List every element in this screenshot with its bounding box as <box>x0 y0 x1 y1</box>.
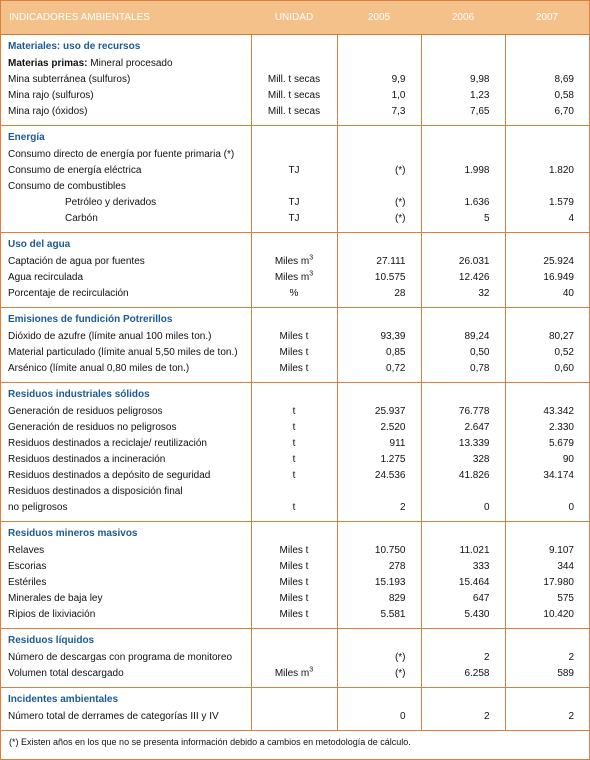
unit-text: TJ <box>288 213 300 224</box>
table-row <box>1 420 589 436</box>
table-row <box>1 163 589 179</box>
unit-text: TJ <box>288 165 300 176</box>
value-2007: 0 <box>505 500 589 516</box>
row-label-text: Porcentaje de recirculación <box>8 288 129 299</box>
environmental-indicators-table <box>1 1 589 753</box>
row-label-text: Residuos destinados a reciclaje/ reutilización <box>8 438 207 449</box>
empty-cell <box>421 308 505 330</box>
value-2006: 89,24 <box>421 329 505 345</box>
value-2005 <box>337 147 421 163</box>
row-label-text: Mina rajo (óxidos) <box>8 106 88 117</box>
value-2005: 0,72 <box>337 361 421 377</box>
empty-cell <box>337 383 421 405</box>
section-title: Uso del agua <box>8 239 71 250</box>
row-label-text: Dióxido de azufre (límite anual 100 miles ton.) <box>8 331 212 342</box>
empty-cell <box>337 688 421 710</box>
row-label-text: no peligrosos <box>8 502 68 513</box>
value-2005 <box>337 484 421 500</box>
unit-cell <box>251 607 337 623</box>
value-2007: 1.820 <box>505 163 589 179</box>
unit-text: % <box>289 288 299 299</box>
row-label-text: Mina subterránea (sulfuros) <box>8 74 131 85</box>
value-2005: 5.581 <box>337 607 421 623</box>
row-label-text: Número total de derrames de categorías III y IV <box>8 711 219 722</box>
value-2007 <box>505 179 589 195</box>
value-2005: 28 <box>337 286 421 302</box>
value-2005: 27.111 <box>337 254 421 270</box>
table-row <box>1 72 589 88</box>
table-body <box>1 35 589 731</box>
row-label-text: Minerales de baja ley <box>8 593 103 604</box>
empty-cell <box>251 688 337 710</box>
row-label <box>1 345 251 361</box>
row-label <box>1 286 251 302</box>
unit-cell <box>251 436 337 452</box>
unit-cell <box>251 195 337 211</box>
section-header <box>1 522 589 544</box>
value-2006: 12.426 <box>421 270 505 286</box>
value-2006: 26.031 <box>421 254 505 270</box>
value-2007: 34.174 <box>505 468 589 484</box>
value-2006: 2 <box>421 709 505 725</box>
table-row <box>1 500 589 516</box>
empty-cell <box>505 629 589 651</box>
unit-cell <box>251 484 337 500</box>
empty-cell <box>421 383 505 405</box>
row-label <box>1 147 251 163</box>
row-label <box>1 56 251 72</box>
value-2006: 1.998 <box>421 163 505 179</box>
unit-cell <box>251 650 337 666</box>
empty-cell <box>505 233 589 255</box>
unit-cell <box>251 709 337 725</box>
value-2006: 333 <box>421 559 505 575</box>
value-2007: 17.980 <box>505 575 589 591</box>
unit-text: TJ <box>288 197 300 208</box>
row-label <box>1 500 251 516</box>
value-2006: 2.647 <box>421 420 505 436</box>
value-2005: 0 <box>337 709 421 725</box>
row-label <box>1 88 251 104</box>
table-row <box>1 452 589 468</box>
row-label-text: Residuos destinados a depósito de seguridad <box>8 470 211 481</box>
unit-text: Miles t <box>279 593 309 604</box>
row-label-text: Volumen total descargado <box>8 668 124 679</box>
value-2005: 25.937 <box>337 404 421 420</box>
value-2005 <box>337 56 421 72</box>
unit-text: t <box>292 454 296 465</box>
table-row <box>1 88 589 104</box>
row-label-text: Petróleo y derivados <box>65 197 157 208</box>
empty-cell <box>337 233 421 255</box>
value-2005: 2.520 <box>337 420 421 436</box>
unit-cell <box>251 211 337 227</box>
value-2007: 575 <box>505 591 589 607</box>
row-label-text: Ripios de lixiviación <box>8 609 96 620</box>
header-year-2006: 2006 <box>421 1 505 35</box>
row-label-text: Número de descargas con programa de monitoreo <box>8 652 233 663</box>
section-header <box>1 383 589 405</box>
table-row <box>1 104 589 120</box>
row-label-text: Residuos destinados a incineración <box>8 454 166 465</box>
row-label-text: Agua recirculada <box>8 272 84 283</box>
empty-cell <box>251 383 337 405</box>
row-label <box>1 559 251 575</box>
row-label <box>1 270 251 286</box>
empty-cell <box>421 522 505 544</box>
row-label <box>1 361 251 377</box>
unit-text: Miles t <box>279 577 309 588</box>
row-label-text: Material particulado (límite anual 5,50 miles de ton.) <box>8 347 238 358</box>
value-2007 <box>505 56 589 72</box>
section-title: Incidentes ambientales <box>8 694 119 705</box>
empty-cell <box>251 233 337 255</box>
table-row <box>1 709 589 725</box>
unit-text: t <box>292 422 296 433</box>
unit-cell <box>251 254 337 270</box>
table-row <box>1 270 589 286</box>
table-row <box>1 468 589 484</box>
table-row <box>1 329 589 345</box>
row-label <box>1 211 251 227</box>
unit-cell <box>251 270 337 286</box>
row-label-text: Escorias <box>8 561 47 572</box>
table-row <box>1 345 589 361</box>
unit-cell <box>251 404 337 420</box>
row-label <box>1 72 251 88</box>
row-label <box>1 452 251 468</box>
unit-text: Mill. t secas <box>267 90 321 101</box>
section-header <box>1 126 589 148</box>
value-2005: 1.275 <box>337 452 421 468</box>
row-label <box>1 329 251 345</box>
unit-cell <box>251 88 337 104</box>
empty-cell <box>251 629 337 651</box>
table-row <box>1 436 589 452</box>
unit-text: Mill. t secas <box>267 74 321 85</box>
row-label <box>1 709 251 725</box>
unit-cell <box>251 420 337 436</box>
value-2005: 9,9 <box>337 72 421 88</box>
value-2006: 328 <box>421 452 505 468</box>
value-2007: 43.342 <box>505 404 589 420</box>
unit-cell <box>251 286 337 302</box>
value-2005: 93,39 <box>337 329 421 345</box>
table-row <box>1 650 589 666</box>
table-row <box>1 591 589 607</box>
value-2007: 5.679 <box>505 436 589 452</box>
value-2006: 1.636 <box>421 195 505 211</box>
table-row <box>1 484 589 500</box>
row-label-text: Relaves <box>8 545 45 556</box>
value-2005: 2 <box>337 500 421 516</box>
row-label <box>1 650 251 666</box>
empty-cell <box>337 35 421 57</box>
row-label-text: Consumo directo de energía por fuente primaria (*) <box>8 149 235 160</box>
unit-cell <box>251 468 337 484</box>
row-label <box>1 254 251 270</box>
unit-text: t <box>292 438 296 449</box>
empty-cell <box>251 522 337 544</box>
value-2007: 0,52 <box>505 345 589 361</box>
value-2006 <box>421 484 505 500</box>
value-2005: 7,3 <box>337 104 421 120</box>
row-label-text: Generación de residuos no peligrosos <box>8 422 177 433</box>
value-2007: 2 <box>505 709 589 725</box>
value-2007: 10.420 <box>505 607 589 623</box>
row-label-text: Consumo de energía eléctrica <box>8 165 142 176</box>
row-label <box>1 468 251 484</box>
value-2007: 6,70 <box>505 104 589 120</box>
unit-cell <box>251 104 337 120</box>
row-label-text: Carbón <box>65 213 98 224</box>
value-2005: (*) <box>337 195 421 211</box>
value-2007 <box>505 484 589 500</box>
empty-cell <box>421 35 505 57</box>
empty-cell <box>337 126 421 148</box>
section-title: Emisiones de fundición Potrerillos <box>8 314 173 325</box>
row-label-text: Residuos destinados a disposición final <box>8 486 183 497</box>
value-2007: 40 <box>505 286 589 302</box>
unit-cell <box>251 179 337 195</box>
header-year-2005: 2005 <box>337 1 421 35</box>
unit-cell <box>251 452 337 468</box>
table-row <box>1 195 589 211</box>
unit-cell <box>251 361 337 377</box>
table-header-row <box>1 1 589 35</box>
value-2006: 0 <box>421 500 505 516</box>
value-2006: 76.778 <box>421 404 505 420</box>
table-row <box>1 404 589 420</box>
unit-cell <box>251 147 337 163</box>
value-2007: 2.330 <box>505 420 589 436</box>
value-2006: 5 <box>421 211 505 227</box>
unit-text: t <box>292 406 296 417</box>
table-row <box>1 147 589 163</box>
unit-cell <box>251 56 337 72</box>
row-label <box>1 420 251 436</box>
row-label-text: Estériles <box>8 577 47 588</box>
value-2005: 278 <box>337 559 421 575</box>
row-label <box>1 195 251 211</box>
value-2007: 1.579 <box>505 195 589 211</box>
empty-cell <box>251 308 337 330</box>
value-2007: 8,69 <box>505 72 589 88</box>
unit-cell <box>251 72 337 88</box>
section-title: Residuos líquidos <box>8 635 95 646</box>
unit-text: Miles t <box>279 545 309 556</box>
table-row <box>1 543 589 559</box>
empty-cell <box>505 35 589 57</box>
section-header <box>1 233 589 255</box>
unit-text: Miles t <box>279 347 309 358</box>
value-2005: 15.193 <box>337 575 421 591</box>
value-2007: 0,60 <box>505 361 589 377</box>
row-label-text: Generación de residuos peligrosos <box>8 406 163 417</box>
value-2005: (*) <box>337 211 421 227</box>
value-2006 <box>421 179 505 195</box>
value-2007 <box>505 147 589 163</box>
unit-cell <box>251 575 337 591</box>
unit-superscript: 3 <box>309 254 314 262</box>
table-row <box>1 56 589 72</box>
row-label <box>1 179 251 195</box>
unit-cell <box>251 559 337 575</box>
empty-cell <box>337 522 421 544</box>
table-row <box>1 666 589 682</box>
empty-cell <box>251 35 337 57</box>
value-2005: (*) <box>337 650 421 666</box>
empty-cell <box>421 629 505 651</box>
unit-text: t <box>292 502 296 513</box>
unit-text: t <box>292 470 296 481</box>
value-2005: 1,0 <box>337 88 421 104</box>
table-row <box>1 559 589 575</box>
header-indicator: INDICADORES AMBIENTALES <box>1 1 251 35</box>
row-label-text: Consumo de combustibles <box>8 181 126 192</box>
row-label <box>1 104 251 120</box>
table-row <box>1 211 589 227</box>
row-label <box>1 163 251 179</box>
unit-cell <box>251 543 337 559</box>
empty-cell <box>251 126 337 148</box>
value-2006: 13.339 <box>421 436 505 452</box>
footnote-row <box>1 731 589 754</box>
row-label <box>1 543 251 559</box>
value-2007: 589 <box>505 666 589 682</box>
empty-cell <box>421 126 505 148</box>
value-2006: 0,50 <box>421 345 505 361</box>
value-2007: 344 <box>505 559 589 575</box>
section-title: Energía <box>8 132 45 143</box>
value-2005: 10.575 <box>337 270 421 286</box>
value-2006: 41.826 <box>421 468 505 484</box>
header-year-2007: 2007 <box>505 1 589 35</box>
section-title: Residuos industriales sólidos <box>8 389 150 400</box>
row-label <box>1 607 251 623</box>
unit-cell <box>251 345 337 361</box>
value-2006: 32 <box>421 286 505 302</box>
empty-cell <box>505 383 589 405</box>
row-label-text: Mina rajo (sulfuros) <box>8 90 94 101</box>
value-2005: 24.536 <box>337 468 421 484</box>
section-title: Materiales: uso de recursos <box>8 41 141 52</box>
empty-cell <box>505 688 589 710</box>
unit-cell <box>251 591 337 607</box>
unit-cell <box>251 666 337 682</box>
value-2006: 2 <box>421 650 505 666</box>
value-2007: 16.949 <box>505 270 589 286</box>
value-2005: (*) <box>337 666 421 682</box>
row-label <box>1 404 251 420</box>
section-title: Residuos mineros masivos <box>8 528 138 539</box>
unit-text: Miles t <box>279 561 309 572</box>
unit-text: Miles m <box>274 272 310 283</box>
value-2007: 2 <box>505 650 589 666</box>
table-row <box>1 575 589 591</box>
row-label <box>1 575 251 591</box>
unit-superscript: 3 <box>309 666 314 674</box>
unit-text: Miles t <box>279 363 309 374</box>
empty-cell <box>421 233 505 255</box>
value-2005 <box>337 179 421 195</box>
value-2005: (*) <box>337 163 421 179</box>
value-2006: 9,98 <box>421 72 505 88</box>
table-row <box>1 286 589 302</box>
value-2006: 0,78 <box>421 361 505 377</box>
empty-cell <box>337 629 421 651</box>
value-2006: 5.430 <box>421 607 505 623</box>
unit-superscript: 3 <box>309 270 314 278</box>
footnote: (*) Existen años en los que no se presenta información debido a cambios en metodología de cálculo. <box>9 737 411 747</box>
value-2005: 829 <box>337 591 421 607</box>
table-row <box>1 254 589 270</box>
row-label-text: Materias primas: <box>8 58 88 69</box>
unit-text: Miles m <box>274 668 310 679</box>
value-2006: 1,23 <box>421 88 505 104</box>
value-2006 <box>421 56 505 72</box>
unit-text: Miles m <box>274 256 310 267</box>
value-2005: 911 <box>337 436 421 452</box>
header-unit: UNIDAD <box>251 1 337 35</box>
unit-text: Mill. t secas <box>267 106 321 117</box>
row-label-text: Arsénico (límite anual 0,80 miles de ton.) <box>8 363 190 374</box>
unit-cell <box>251 329 337 345</box>
table-row <box>1 607 589 623</box>
section-header <box>1 308 589 330</box>
row-label <box>1 591 251 607</box>
value-2006 <box>421 147 505 163</box>
empty-cell <box>421 688 505 710</box>
value-2006: 11.021 <box>421 543 505 559</box>
row-label <box>1 436 251 452</box>
value-2007: 80,27 <box>505 329 589 345</box>
value-2007: 0,58 <box>505 88 589 104</box>
section-header <box>1 688 589 710</box>
table-row <box>1 361 589 377</box>
value-2006: 6.258 <box>421 666 505 682</box>
empty-cell <box>505 308 589 330</box>
table-row <box>1 179 589 195</box>
row-label-detail: Mineral procesado <box>87 58 173 69</box>
value-2005: 10.750 <box>337 543 421 559</box>
value-2006: 15.464 <box>421 575 505 591</box>
row-label <box>1 666 251 682</box>
empty-cell <box>505 126 589 148</box>
empty-cell <box>337 308 421 330</box>
unit-text: Miles t <box>279 331 309 342</box>
empty-cell <box>505 522 589 544</box>
value-2007: 25.924 <box>505 254 589 270</box>
unit-text: Miles t <box>279 609 309 620</box>
value-2007: 9.107 <box>505 543 589 559</box>
value-2007: 4 <box>505 211 589 227</box>
section-header <box>1 629 589 651</box>
value-2007: 90 <box>505 452 589 468</box>
section-header <box>1 35 589 57</box>
unit-cell <box>251 163 337 179</box>
unit-cell <box>251 500 337 516</box>
value-2006: 7,65 <box>421 104 505 120</box>
row-label <box>1 484 251 500</box>
value-2005: 0,85 <box>337 345 421 361</box>
value-2006: 647 <box>421 591 505 607</box>
row-label-text: Captación de agua por fuentes <box>8 256 145 267</box>
